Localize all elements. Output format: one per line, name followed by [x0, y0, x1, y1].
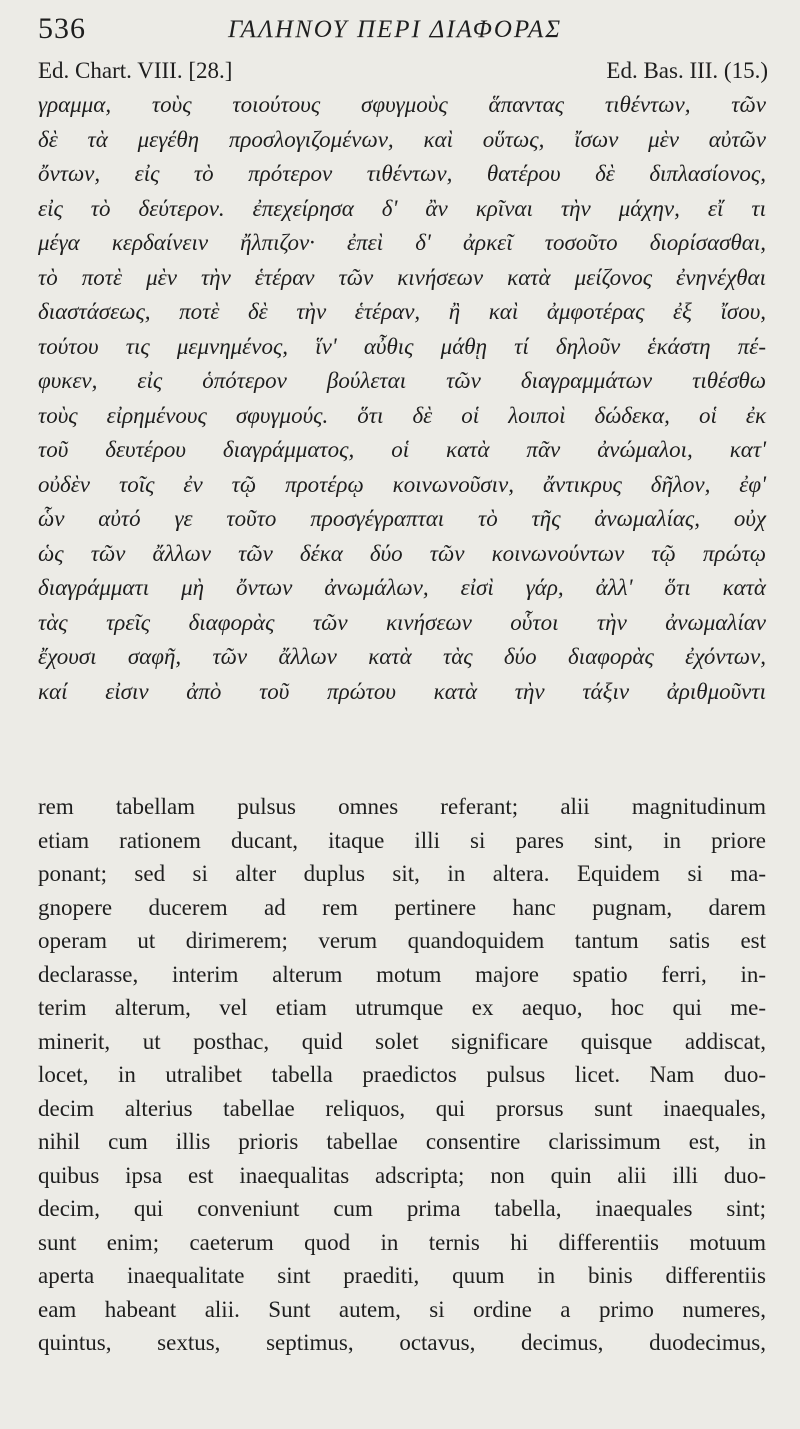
latin-line: minerit, ut posthac, quid solet significare quisque addiscat,	[38, 1028, 766, 1054]
latin-line: decim, qui conveniunt cum prima tabella, inaequales sint;	[38, 1196, 766, 1221]
latin-line: nihil cum illis prioris tabellae consentire clarissimum est, in	[38, 1129, 766, 1154]
greek-line: οὐδὲν τοῖς ἐν τῷ προτέρῳ κοινωνοῦσιν, ἄντικρυς δῆλον, ἐφ'	[38, 471, 766, 497]
latin-text-block	[38, 790, 766, 1360]
latin-line: eam habeant alii. Sunt autem, si ordine a primo numeres,	[38, 1296, 766, 1322]
greek-line: ὡς τῶν ἄλλων τῶν δέκα δύο τῶν κοινωνούντων τῷ πρώτῳ	[38, 540, 766, 566]
latin-line: rem tabellam pulsus omnes referant; alii magnitudinum	[38, 794, 766, 819]
greek-line: διαστάσεως, ποτὲ δὲ τὴν ἑτέραν, ἢ καὶ ἀμφοτέρας ἐξ ἴσου,	[38, 299, 766, 324]
latin-line: etiam rationem ducant, itaque illi si pares sint, in priore	[38, 827, 766, 853]
greek-line: δὲ τὰ μεγέθη προσλογιζομένων, καὶ οὕτως, ἴσων μὲν αὐτῶν	[38, 126, 766, 152]
latin-line: quintus, sextus, septimus, octavus, decimus, duodecimus,	[38, 1330, 766, 1355]
latin-line: decim alterius tabellae reliquos, qui prorsus sunt inaequales,	[38, 1095, 766, 1121]
latin-line: ponant; sed si alter duplus sit, in altera. Equidem si ma-	[38, 861, 766, 886]
latin-line: quibus ipsa est inaequalitas adscripta; non quin alii illi duo-	[38, 1162, 766, 1188]
greek-line: ἔχουσι σαφῆ, τῶν ἄλλων κατὰ τὰς δύο διαφορὰς ἐχόντων,	[38, 644, 766, 669]
greek-line: καί εἰσιν ἀπὸ τοῦ πρώτου κατὰ τὴν τάξιν ἀριθμοῦντι	[38, 678, 766, 704]
greek-line: ὧν αὐτό γε τοῦτο προσγέγραπται τὸ τῆς ἀνωμαλίας, οὐχ	[38, 506, 766, 531]
edition-chartier: Ed. Chart. VIII. [28.]	[38, 58, 233, 83]
greek-text-block	[38, 88, 766, 709]
running-title: ΓΑΛΗΝΟΥ ΠΕΡΙ ΔΙΑΦΟΡΑΣ	[228, 16, 563, 43]
greek-line: φυκεν, εἰς ὁπότερον βούλεται τῶν διαγραμμάτων τιθέσθω	[38, 368, 766, 393]
latin-line: terim alterum, vel etiam utrumque ex aequo, hoc qui me-	[38, 995, 766, 1020]
greek-line: τοὺς εἰρημένους σφυγμούς. ὅτι δὲ οἱ λοιποὶ δώδεκα, οἱ ἐκ	[38, 402, 766, 428]
latin-line: declarasse, interim alterum motum majore spatio ferri, in-	[38, 961, 766, 987]
greek-line: μέγα κερδαίνειν ἤλπιζον· ἐπεὶ δ' ἀρκεῖ τοσοῦτο διορίσασθαι,	[38, 230, 766, 255]
greek-line: τὸ ποτὲ μὲν τὴν ἑτέραν τῶν κινήσεων κατὰ μείζονος ἐνηνέχθαι	[38, 264, 766, 290]
greek-line: τοῦ δευτέρου διαγράμματος, οἱ κατὰ πᾶν ἀνώμαλοι, κατ'	[38, 437, 766, 462]
edition-references	[38, 58, 768, 88]
page-number: 536	[38, 12, 86, 45]
latin-line: aperta inaequalitate sint praediti, quum in binis differentiis	[38, 1263, 766, 1288]
edition-basel: Ed. Bas. III. (15.)	[606, 58, 768, 83]
latin-line: locet, in utralibet tabella praedictos pulsus licet. Nam duo-	[38, 1062, 766, 1087]
greek-line: τὰς τρεῖς διαφορὰς τῶν κινήσεων οὗτοι τὴν ἀνωμαλίαν	[38, 609, 766, 635]
page-header	[38, 8, 768, 48]
greek-line: εἰς τὸ δεύτερον. ἐπεχείρησα δ' ἂν κρῖναι τὴν μάχην, εἴ τι	[38, 195, 766, 221]
greek-line: γραμμα, τοὺς τοιούτους σφυγμοὺς ἅπαντας τιθέντων, τῶν	[38, 92, 766, 117]
greek-line: διαγράμματι μὴ ὄντων ἀνωμάλων, εἰσὶ γάρ, ἀλλ' ὅτι κατὰ	[38, 575, 766, 600]
latin-line: sunt enim; caeterum quod in ternis hi differentiis motuum	[38, 1229, 766, 1255]
latin-line: gnopere ducerem ad rem pertinere hanc pugnam, darem	[38, 894, 766, 920]
greek-line: τούτου τις μεμνημένος, ἵν' αὖθις μάθῃ τί δηλοῦν ἑκάστη πέ-	[38, 333, 766, 359]
latin-line: operam ut dirimerem; verum quandoquidem tantum satis est	[38, 928, 766, 953]
greek-line: ὄντων, εἰς τὸ πρότερον τιθέντων, θατέρου δὲ διπλασίονος,	[38, 161, 766, 186]
